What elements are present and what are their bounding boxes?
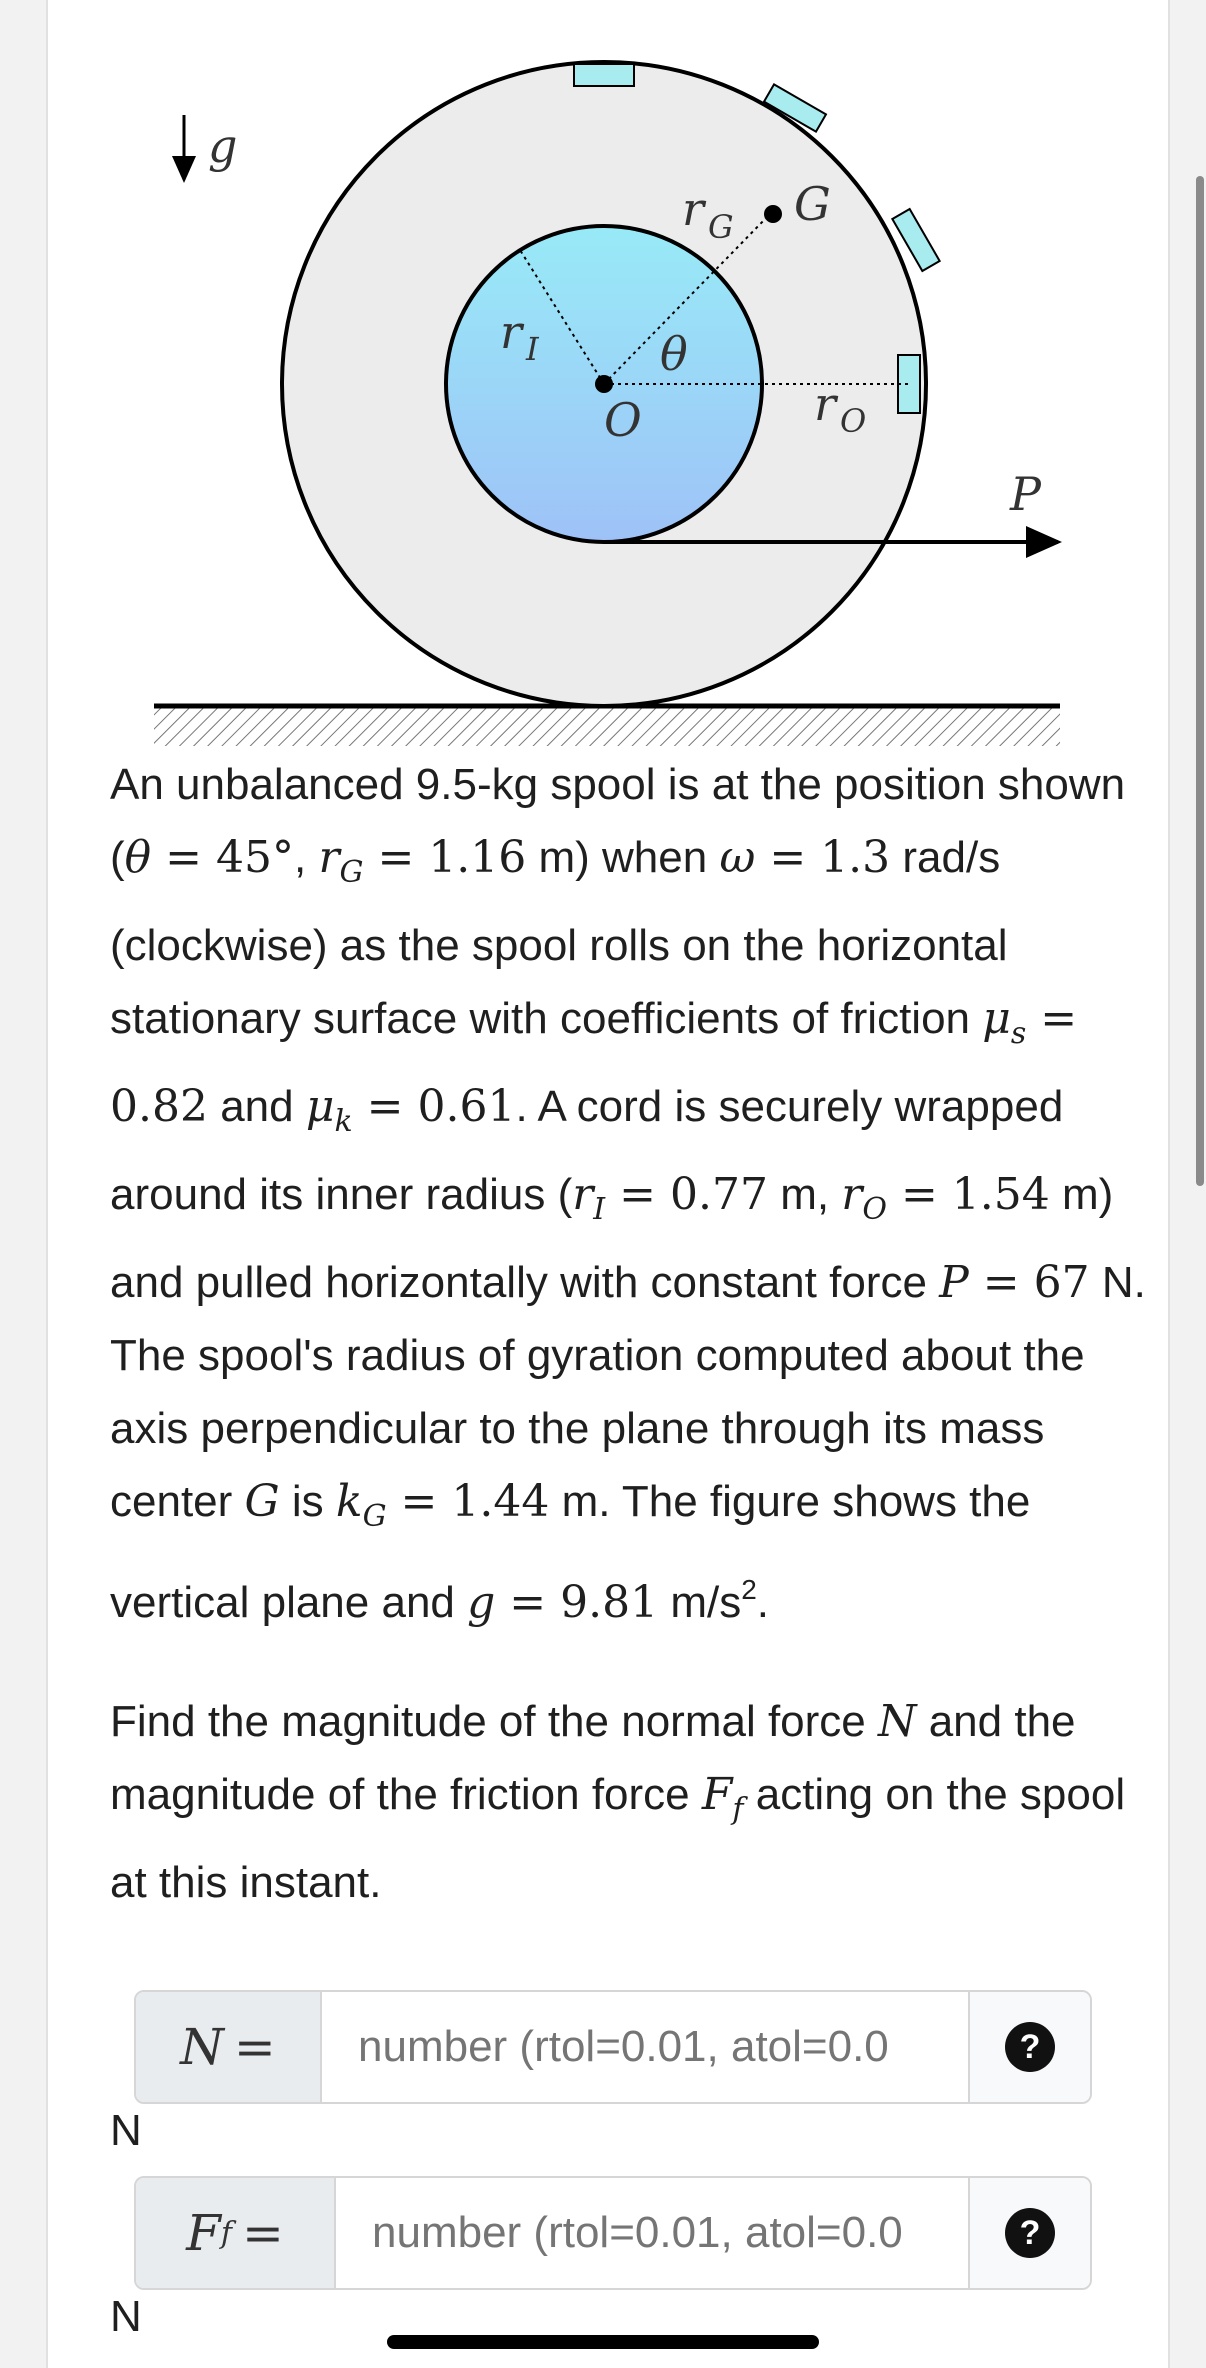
label-rG: r — [682, 182, 704, 236]
problem-statement — [110, 748, 1150, 1919]
label-theta: θ — [660, 327, 688, 381]
label-G: G — [794, 177, 831, 231]
label-rG-sub: G — [708, 208, 734, 246]
problem-paragraph: An unbalanced 9.5-kg spool is at the position shown (θ = 45°, $r_G = 1.16$ m) when ω = 1.3 rad/s (clockwise) as the spool rolls on the horizontal stationary surface with coefficients of friction $\mu_s = 0.82$ and $\mu_k = 0.61$. A cord is securely wrapped around its inner radius ($r_I = 0.77$ m, $r_O = 1.54$ m) and pulled horizontally with constant force P = 67 N. The spool's radius of gyration computed about the axis perpendicular to the plane through its mass center G is $k_G = 1.44$ m. The figure shows the vertical plane and g = 9.81 $m/s^2$. — [110, 760, 1146, 1628]
question-paragraph: Find the magnitude of the normal force N and the magnitude of the friction force $F_f$ acting on the spool at this instant. — [110, 1696, 1126, 1907]
scrollbar-thumb[interactable] — [1196, 176, 1204, 1186]
rim-tab — [898, 355, 920, 413]
answer-N-unit: N — [110, 2106, 142, 2155]
answer-Ff-group — [134, 2176, 1092, 2290]
help-icon: ? — [1005, 2022, 1055, 2072]
label-g: g — [208, 119, 238, 173]
answer-N-group — [134, 1990, 1092, 2104]
answer-Ff-input[interactable] — [336, 2178, 968, 2288]
rim-tab — [574, 64, 634, 86]
label-P: P — [1010, 467, 1041, 521]
answer-Ff-help-button[interactable] — [968, 2178, 1090, 2288]
home-indicator[interactable] — [387, 2335, 819, 2349]
label-rI: r — [500, 305, 522, 359]
ground-hatch — [154, 706, 1060, 746]
point-O — [595, 375, 613, 393]
point-G — [764, 205, 782, 223]
problem-page — [46, 0, 1170, 2368]
answer-Ff-unit: N — [110, 2292, 142, 2341]
label-rO: r — [814, 377, 836, 431]
answer-N-label: N = — [136, 1992, 322, 2102]
label-O: O — [604, 393, 642, 447]
answer-Ff-label: F f = — [136, 2178, 336, 2288]
label-rO-sub: O — [840, 402, 867, 440]
label-rI-sub: I — [526, 330, 539, 368]
answer-N-help-button[interactable] — [968, 1992, 1090, 2102]
answer-N-input[interactable] — [322, 1992, 968, 2102]
help-icon: ? — [1005, 2208, 1055, 2258]
spool-figure — [48, 0, 1168, 760]
